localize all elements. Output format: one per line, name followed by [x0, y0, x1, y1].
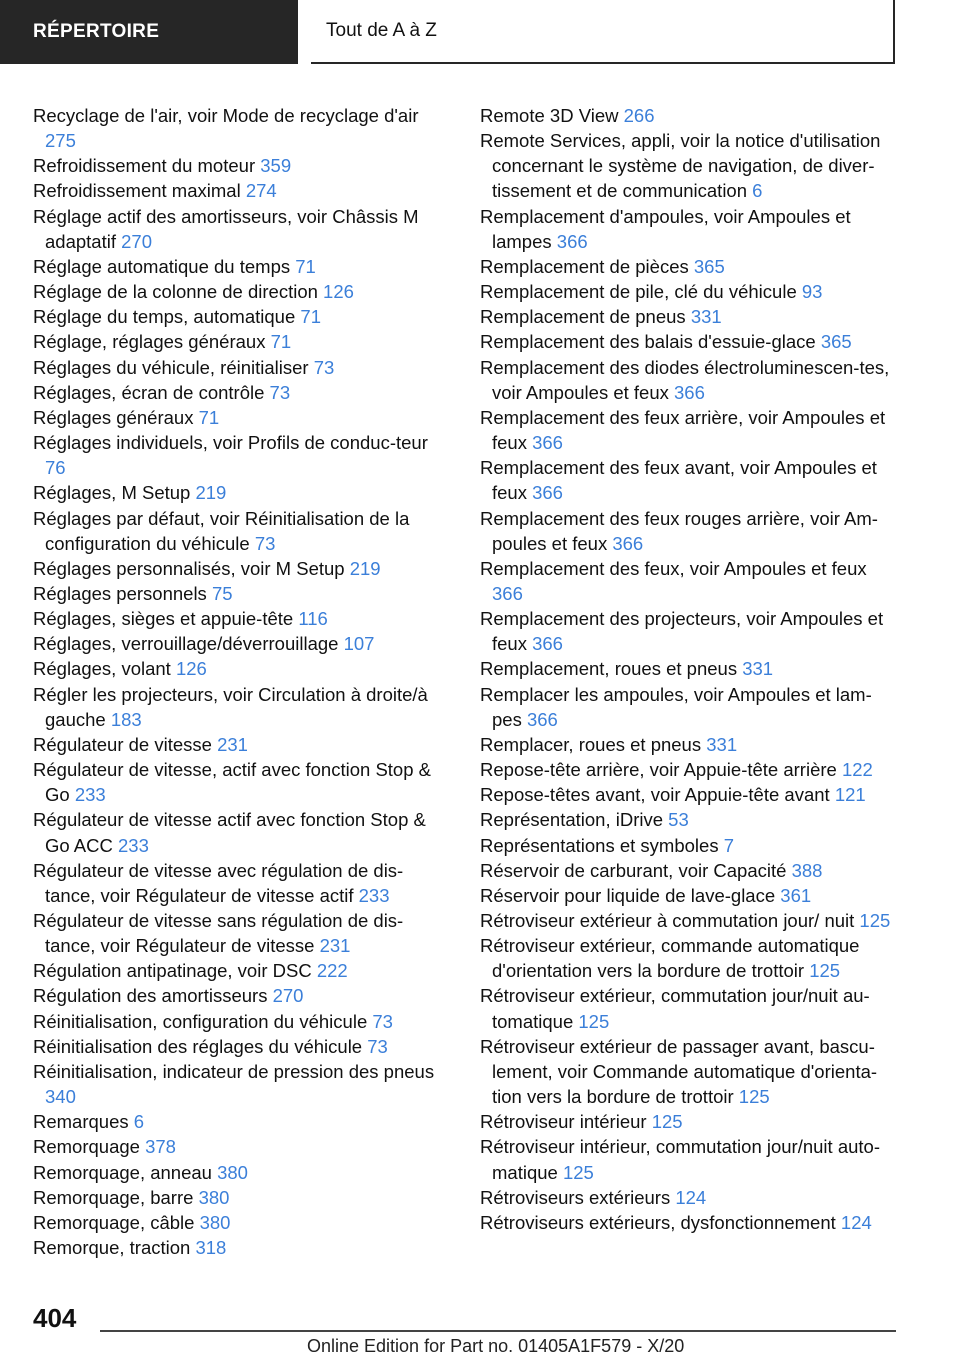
index-page-link[interactable]: 233	[74, 784, 106, 806]
index-entry-text: Réservoir pour liquide de lave-glace	[480, 884, 776, 906]
index-page-link[interactable]: 122	[841, 759, 873, 781]
index-entry-text: Remplacement des feux arrière, voir Ampoules et feux	[480, 406, 886, 454]
index-entry-text: Rétroviseur extérieur, commande automatique d'orientation vers la bordure de trottoir	[480, 935, 860, 982]
index-entry	[33, 732, 453, 757]
index-page-link[interactable]: 219	[349, 557, 381, 579]
index-entry-text: Réglage automatique du temps	[33, 255, 291, 277]
index-entry-text: Réglage actif des amortisseurs, voir Châssis M adaptatif	[33, 205, 419, 252]
index-page-link[interactable]: 231	[319, 935, 351, 957]
index-entry	[480, 103, 900, 128]
index-entry	[33, 581, 453, 606]
index-entry	[33, 153, 453, 178]
index-entry	[480, 858, 900, 883]
index-entry-text: Remorquage, câble	[33, 1211, 195, 1233]
index-entry	[480, 807, 900, 832]
index-page-link[interactable]: 116	[298, 608, 328, 630]
footer-edition: Online Edition for Part no. 01405A1F579 - X/20	[307, 1336, 685, 1356]
index-entry-text: Régler les projecteurs, voir Circulation à droite/à gauche	[33, 683, 428, 730]
index-entry-text: Régulation antipatinage, voir DSC	[33, 960, 312, 982]
index-page-link[interactable]: 233	[358, 884, 390, 906]
index-entry-text: Remplacer, roues et pneus	[480, 733, 702, 755]
index-entry-text: Réglage, réglages généraux	[33, 331, 266, 353]
index-entry-text: Régulateur de vitesse avec régulation de dis-tance, voir Régulateur de vitesse actif	[33, 859, 404, 906]
index-entry	[33, 355, 453, 380]
index-page-link[interactable]: 331	[690, 306, 722, 328]
index-page-link[interactable]: 124	[840, 1211, 872, 1233]
index-entry-text: Rétroviseurs extérieurs	[480, 1186, 671, 1208]
index-page-link[interactable]: 107	[343, 633, 375, 655]
index-entry-text: Refroidissement maximal	[33, 180, 241, 202]
index-entry	[33, 1134, 453, 1159]
index-entry	[33, 631, 453, 656]
index-entry-text: Représentations et symboles	[480, 834, 719, 856]
index-entry-text: Remplacement de pneus	[480, 306, 686, 328]
index-entry-text: Régulateur de vitesse actif avec fonction Stop & Go ACC	[33, 809, 426, 856]
index-entry-text: Remplacer les ampoules, voir Ampoules et lam-pes	[480, 683, 872, 730]
index-entry-text: Remorquage, barre	[33, 1186, 194, 1208]
index-entry	[33, 204, 453, 254]
index-entry	[33, 430, 453, 480]
index-entry-text: Remplacement de pièces	[480, 255, 689, 277]
section-subtitle: Tout de A à Z	[326, 20, 437, 41]
index-page-link[interactable]: 366	[556, 230, 588, 252]
index-entry-text: Réglages, verrouillage/déverrouillage	[33, 633, 339, 655]
index-page-link[interactable]: 6	[133, 1111, 145, 1133]
index-entry-text: Réinitialisation, indicateur de pression des pneus	[33, 1060, 435, 1082]
index-entry-text: Rétroviseur extérieur de passager avant, bascu-lement, voir Commande automatique d'orienta-tion vers la bordure de trottoir	[480, 1035, 878, 1108]
index-page-link[interactable]: 93	[801, 281, 823, 303]
index-entry	[480, 833, 900, 858]
index-entry	[33, 1009, 453, 1034]
index-entry-text: Réglages individuels, voir Profils de conduc-teur	[33, 432, 428, 454]
index-entry	[480, 1185, 900, 1210]
index-entry-text: Refroidissement du moteur	[33, 155, 256, 177]
index-entry	[33, 858, 453, 908]
index-page-link[interactable]: 71	[198, 406, 220, 428]
index-page-link[interactable]: 380	[198, 1186, 230, 1208]
index-entry	[480, 782, 900, 807]
index-entry	[480, 355, 900, 405]
index-entry	[480, 405, 900, 455]
index-entry-text: Régulateur de vitesse, actif avec fonction Stop & Go	[33, 759, 431, 806]
index-entry-text: Réglages généraux	[33, 406, 194, 428]
index-page-link[interactable]: 275	[45, 130, 76, 152]
index-page-link[interactable]: 233	[118, 834, 149, 856]
index-page-link[interactable]: 125	[651, 1111, 683, 1133]
index-page-link[interactable]: 125	[738, 1086, 770, 1108]
index-entry-text: Réglages par défaut, voir Réinitialisation de la configuration du véhicule	[33, 507, 410, 554]
index-entry-text: Remplacement des diodes électroluminescen-tes, voir Ampoules et feux	[480, 356, 890, 403]
index-entry-text: Réglages, sièges et appuie-tête	[33, 608, 294, 630]
page-number: 404	[33, 1303, 77, 1333]
index-entry	[480, 254, 900, 279]
index-entry	[480, 908, 900, 933]
index-entry	[480, 204, 900, 254]
index-entry	[33, 254, 453, 279]
index-entry-text: Remplacement, roues et pneus	[480, 658, 738, 680]
index-entry	[33, 983, 453, 1008]
index-entry-text: Réglages, M Setup	[33, 482, 191, 504]
index-page-link[interactable]: 365	[693, 255, 725, 277]
index-entry	[33, 1160, 453, 1185]
index-entry	[33, 279, 453, 304]
index-page-link[interactable]: 75	[211, 582, 233, 604]
index-entry-text: Rétroviseur intérieur, commutation jour/nuit auto-matique	[480, 1136, 880, 1183]
index-entry-text: Remplacement de pile, clé du véhicule	[480, 281, 797, 303]
index-entry	[480, 1210, 900, 1235]
footer-divider	[100, 1330, 896, 1332]
index-page-link[interactable]: 124	[675, 1186, 707, 1208]
index-entry-text: Réglages du véhicule, réinitialiser	[33, 356, 309, 378]
index-entry	[33, 682, 453, 732]
index-entry-text: Remplacement d'ampoules, voir Ampoules et lampes	[480, 205, 851, 252]
index-entry-text: Recyclage de l'air, voir Mode de recyclage d'air	[33, 105, 419, 126]
index-entry	[480, 279, 900, 304]
index-page-link[interactable]: 6	[752, 180, 763, 202]
index-page-link[interactable]: 340	[45, 1086, 76, 1108]
index-page-link[interactable]: 378	[145, 1136, 176, 1158]
index-page-link[interactable]: 183	[110, 708, 142, 730]
index-page-link[interactable]: 365	[820, 331, 852, 353]
index-entry-text: Remarques	[33, 1111, 129, 1133]
index-entry	[33, 178, 453, 203]
index-entry	[480, 128, 900, 203]
index-entry-text: Repose-têtes avant, voir Appuie-tête avant	[480, 784, 830, 806]
index-page-link[interactable]: 331	[706, 733, 738, 755]
index-page-link[interactable]: 126	[175, 658, 207, 680]
index-column-left	[33, 103, 453, 1260]
index-page-link[interactable]: 270	[272, 985, 304, 1007]
section-tab	[0, 0, 298, 64]
index-column-right	[480, 103, 900, 1235]
index-entry-text: Réinitialisation des réglages du véhicule	[33, 1035, 363, 1057]
index-entry-text: Remorquage, anneau	[33, 1161, 212, 1183]
index-page-link[interactable]: 270	[121, 230, 152, 252]
index-entry	[33, 656, 453, 681]
index-entry	[33, 103, 453, 153]
index-entry-text: Remplacement des projecteurs, voir Ampoules et feux	[480, 608, 884, 655]
index-page-link[interactable]: 388	[791, 859, 823, 881]
index-page-link[interactable]: 231	[217, 733, 248, 755]
index-entry-text: Remplacement des feux, voir Ampoules et feux	[480, 557, 867, 579]
index-page-link[interactable]: 366	[532, 482, 563, 504]
index-entry-text: Remorque, traction	[33, 1237, 191, 1259]
index-entry	[33, 1235, 453, 1260]
index-entry	[480, 656, 900, 681]
index-entry	[480, 1109, 900, 1134]
index-page-link[interactable]: 331	[742, 658, 774, 680]
index-entry	[480, 606, 900, 656]
index-entry	[33, 380, 453, 405]
index-entry-text: Représentation, iDrive	[480, 809, 664, 831]
index-entry	[33, 606, 453, 631]
index-entry	[33, 329, 453, 354]
index-entry	[33, 1185, 453, 1210]
index-entry	[480, 682, 900, 732]
index-page-link[interactable]: 125	[809, 960, 841, 982]
index-page-link[interactable]: 366	[492, 582, 523, 604]
index-entry-text: Repose-tête arrière, voir Appuie-tête arrière	[480, 759, 837, 781]
index-entry	[480, 556, 900, 606]
index-entry-text: Réglage de la colonne de direction	[33, 281, 318, 303]
index-entry-text: Réglages, volant	[33, 658, 171, 680]
index-entry-text: Remote Services, appli, voir la notice d'utilisation concernant le système de navigation, de diver-tissement et de communication	[480, 130, 881, 202]
index-page-link[interactable]: 121	[834, 784, 866, 806]
index-page-link[interactable]: 125	[578, 1010, 610, 1032]
index-entry-text: Remote 3D View	[480, 105, 619, 126]
index-page-link[interactable]: 318	[195, 1237, 227, 1259]
index-page-link[interactable]: 366	[532, 432, 563, 454]
index-entry	[33, 1034, 453, 1059]
index-entry-text: Réglages, écran de contrôle	[33, 381, 265, 403]
index-entry	[33, 1059, 453, 1109]
index-entry	[480, 304, 900, 329]
index-page-link[interactable]: 266	[623, 105, 655, 126]
index-entry-text: Réservoir de carburant, voir Capacité	[480, 859, 787, 881]
index-page-link[interactable]: 126	[323, 281, 354, 303]
section-title: RÉPERTOIRE	[33, 21, 160, 42]
index-entry-text: Réglages personnels	[33, 582, 207, 604]
index-entry	[480, 1034, 900, 1109]
index-entry	[33, 506, 453, 556]
index-page-link[interactable]: 125	[859, 910, 891, 931]
index-entry	[33, 1210, 453, 1235]
index-page-link[interactable]: 380	[199, 1211, 231, 1233]
index-entry-text: Remplacement des feux avant, voir Ampoules et feux	[480, 457, 877, 504]
index-page-link[interactable]: 219	[195, 482, 227, 504]
index-entry-text: Rétroviseurs extérieurs, dysfonctionnement	[480, 1211, 836, 1233]
index-entry	[480, 933, 900, 983]
index-entry	[33, 807, 453, 857]
index-page-link[interactable]: 76	[45, 457, 66, 479]
index-entry-text: Rétroviseur extérieur à commutation jour/ nuit	[480, 910, 855, 931]
index-entry	[480, 506, 900, 556]
index-page-link[interactable]: 366	[612, 532, 644, 554]
index-entry	[480, 732, 900, 757]
index-entry	[33, 908, 453, 958]
index-page-link[interactable]: 71	[295, 255, 316, 277]
index-entry-text: Remorquage	[33, 1136, 140, 1158]
index-entry	[480, 455, 900, 505]
index-entry	[33, 958, 453, 983]
index-entry	[480, 329, 900, 354]
index-page-link[interactable]: 53	[668, 809, 689, 831]
index-entry-text: Remplacement des balais d'essuie-glace	[480, 331, 816, 353]
index-page-link[interactable]: 361	[780, 884, 812, 906]
index-entry-text: Régulation des amortisseurs	[33, 985, 268, 1007]
index-page-link[interactable]: 7	[723, 834, 735, 856]
index-page-link[interactable]: 366	[532, 633, 563, 655]
index-page-link[interactable]: 366	[526, 708, 558, 730]
section-subtitle-box	[311, 0, 895, 64]
index-page-link[interactable]: 71	[270, 331, 292, 353]
index-entry	[33, 405, 453, 430]
index-entry	[480, 983, 900, 1033]
index-page-link[interactable]: 73	[313, 356, 335, 378]
index-page-link[interactable]: 359	[260, 155, 292, 177]
index-page-link[interactable]: 125	[562, 1161, 594, 1183]
index-entry	[480, 883, 900, 908]
index-entry	[33, 304, 453, 329]
index-page-link[interactable]: 73	[269, 381, 291, 403]
index-entry-text: Remplacement des feux rouges arrière, voir Am-poules et feux	[480, 507, 878, 554]
index-entry	[33, 480, 453, 505]
index-page-link[interactable]: 380	[217, 1161, 248, 1183]
index-entry	[480, 757, 900, 782]
index-entry	[33, 556, 453, 581]
index-page-link[interactable]: 73	[372, 1010, 393, 1032]
index-entry-text: Réglages personnalisés, voir M Setup	[33, 557, 345, 579]
index-entry	[480, 1134, 900, 1184]
index-entry-text: Réglage du temps, automatique	[33, 306, 296, 328]
index-page-link[interactable]: 71	[300, 306, 321, 328]
index-page-link[interactable]: 73	[367, 1035, 388, 1057]
index-page-link[interactable]: 73	[254, 532, 276, 554]
index-entry-text: Réinitialisation, configuration du véhicule	[33, 1010, 368, 1032]
index-entry-text: Régulateur de vitesse	[33, 733, 212, 755]
index-entry	[33, 757, 453, 807]
index-entry	[33, 1109, 453, 1134]
index-page-link[interactable]: 274	[245, 180, 277, 202]
index-page-link[interactable]: 222	[316, 960, 348, 982]
index-entry-text: Rétroviseur intérieur	[480, 1111, 647, 1133]
index-entry-text: Régulateur de vitesse sans régulation de dis-tance, voir Régulateur de vitesse	[33, 910, 404, 957]
index-entry-text: Rétroviseur extérieur, commutation jour/nuit au-tomatique	[480, 985, 870, 1032]
index-page-link[interactable]: 366	[674, 381, 705, 403]
